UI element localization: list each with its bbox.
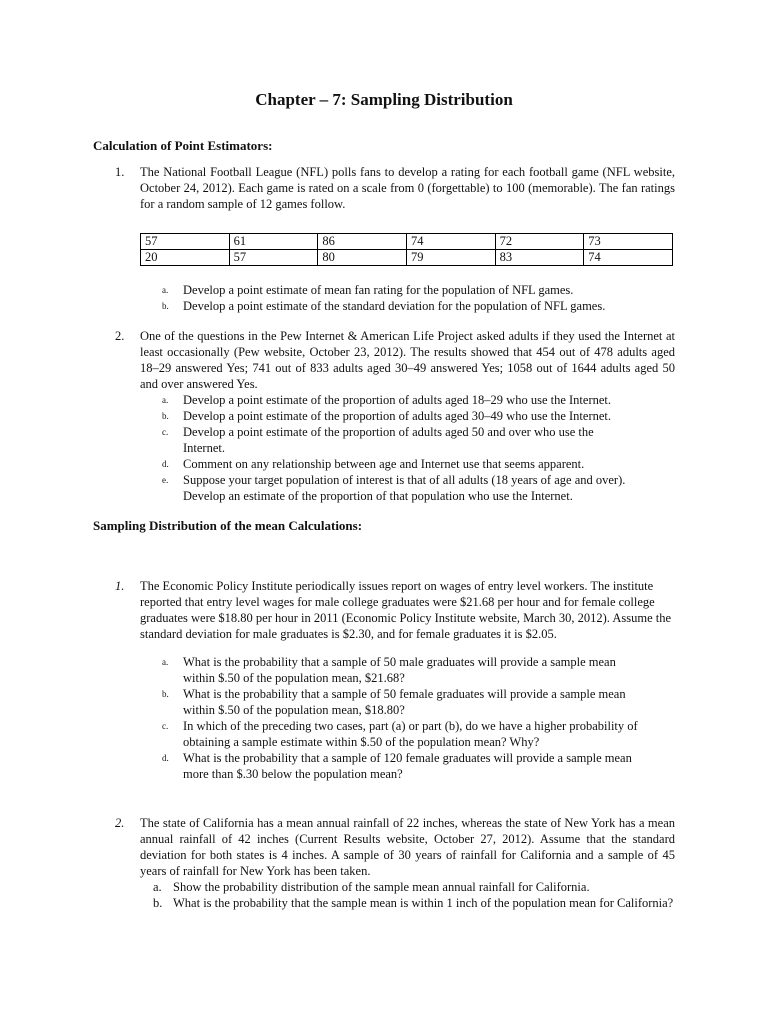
question-text: The National Football League (NFL) polls fans to develop a rating for each football game (NFL website, October 24, 2012). Each game is rated on a scale from 0 (forgettable) to 100 (memorable). The fan ratings for a random sample of 12 games follow. — [140, 165, 675, 211]
table-cell: 80 — [318, 250, 407, 266]
question-number: 2. — [115, 816, 125, 830]
table-cell: 79 — [406, 250, 495, 266]
question-number: 2. — [115, 329, 125, 343]
question-nfl — [115, 164, 675, 212]
table-cell: 74 — [584, 250, 673, 266]
table-cell: 20 — [141, 250, 230, 266]
table-cell: 83 — [495, 250, 584, 266]
list-item: b. Develop a point estimate of the standard deviation for the population of NFL games. — [162, 299, 606, 313]
list-item: c. In which of the preceding two cases, part (a) or part (b), do we have a higher probability of obtaining a sample estimate within $.50 of the population mean? Why? — [162, 719, 638, 749]
table-row — [141, 250, 673, 266]
table-cell: 73 — [584, 234, 673, 250]
list-item: b. Develop a point estimate of the proportion of adults aged 30–49 who use the Internet. — [162, 409, 612, 423]
table-cell: 57 — [141, 234, 230, 250]
list-item: a. Develop a point estimate of mean fan rating for the population of NFL games. — [162, 283, 574, 297]
question-number: 1. — [115, 165, 125, 179]
section-heading-point-estimators: Calculation of Point Estimators: — [93, 138, 273, 153]
table-cell: 74 — [406, 234, 495, 250]
question-wages — [115, 578, 675, 782]
list-item: a. Show the probability distribution of the sample mean annual rainfall for California. — [153, 880, 590, 894]
table-cell: 72 — [495, 234, 584, 250]
list-item: a. What is the probability that a sample of 50 male graduates will provide a sample mean within $.50 of the population mean, $21.68? — [162, 655, 616, 685]
question-rainfall — [115, 815, 675, 911]
question-pew — [115, 328, 675, 504]
question-number: 1. — [115, 579, 125, 593]
table-cell: 57 — [229, 250, 318, 266]
question-text: One of the questions in the Pew Internet & American Life Project asked adults if they used the Internet at least occasionally (Pew website, October 23, 2012). The results showed that 454 out of 478 adults aged 18–29 answered Yes; 741 out of 833 adults aged 30–49 answered Yes; 1058 out of 1644 adults aged 50 and over answered Yes. — [140, 329, 675, 391]
list-item: a. Develop a point estimate of the proportion of adults aged 18–29 who use the Internet. — [162, 393, 612, 407]
question-text: The state of California has a mean annual rainfall of 22 inches, whereas the state of New York has a mean annual rainfall of 42 inches (Current Results website, October 27, 2012). Assume that the standard deviation for both states is 4 inches. A sample of 30 years of rainfall for California and a sample of 45 years of rainfall for New York has been taken. — [140, 816, 675, 878]
section-heading-sampling-mean: Sampling Distribution of the mean Calculations: — [93, 518, 363, 533]
question-nfl-parts — [115, 282, 675, 314]
question-text: The Economic Policy Institute periodically issues report on wages of entry level workers. The institute reported that entry level wages for male college graduates were $21.68 per hour and for female college graduates were $18.80 per hour in 2011 (Economic Policy Institute website, March 30, 2012). Assume the standard deviation for male graduates is $2.30, and for female graduates it is $2.05. — [140, 579, 672, 641]
table-cell: 86 — [318, 234, 407, 250]
nfl-ratings-table — [140, 233, 673, 266]
table-cell: 61 — [229, 234, 318, 250]
list-item: d. Comment on any relationship between age and Internet use that seems apparent. — [162, 457, 585, 471]
list-item: e. Suppose your target population of interest is that of all adults (18 years of age and over). Develop an estimate of the proportion of that population who use the Internet. — [162, 473, 626, 503]
page-title: Chapter – 7: Sampling Distribution — [255, 90, 513, 109]
list-item: c. Develop a point estimate of the proportion of adults aged 50 and over who use the Internet. — [162, 425, 594, 455]
list-item: b. What is the probability that the sample mean is within 1 inch of the population mean for California? — [153, 896, 674, 910]
table-row — [141, 234, 673, 250]
list-item: b. What is the probability that a sample of 50 female graduates will provide a sample mean within $.50 of the population mean, $18.80? — [162, 687, 626, 717]
list-item: d. What is the probability that a sample of 120 female graduates will provide a sample mean more than $.30 below the population mean? — [162, 751, 632, 781]
